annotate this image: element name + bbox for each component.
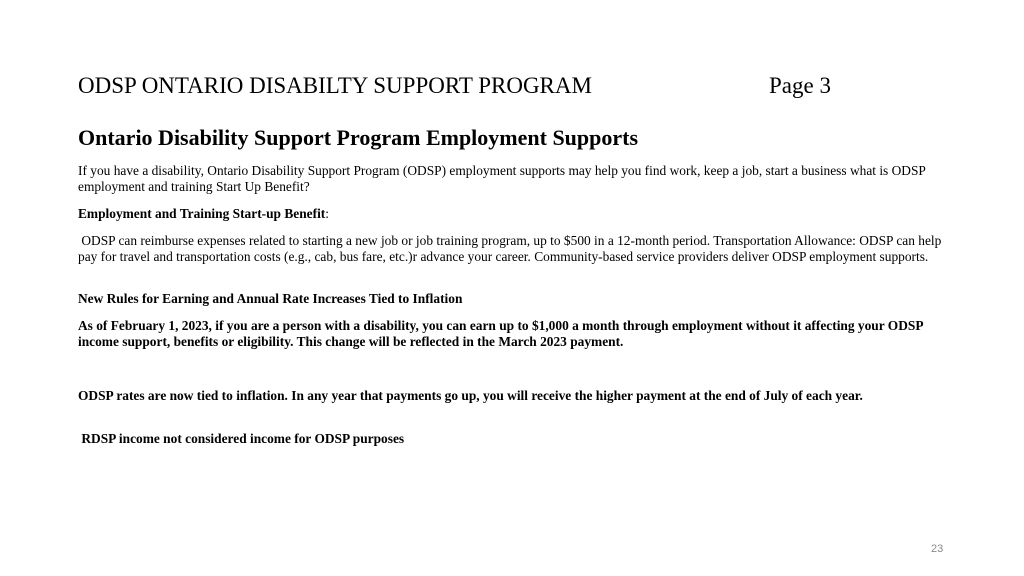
rdsp-note: RDSP income not considered income for ODSP purposes [78,431,405,446]
slide-number: 23 [931,543,944,555]
startup-heading: Employment and Training Start-up Benefit [78,206,326,221]
page-label: Page 3 [769,73,831,98]
inflation-rule-paragraph: ODSP rates are now tied to inflation. In any year that payments go up, you will receive the higher payment at the end of July of each year. [78,388,863,403]
intro-paragraph: If you have a disability, Ontario Disability Support Program (ODSP) employment supports may help you find work, keep a job, start a business what is ODSP employment and training Start Up Benefit? [78,163,926,194]
rules-heading: New Rules for Earning and Annual Rate Increases Tied to Inflation [78,291,463,306]
startup-heading-line [78,206,958,222]
earnings-rule-paragraph: As of February 1, 2023, if you are a person with a disability, you can earn up to $1,000 a month through employment without it affecting your ODSP income support, benefits or eligibility. This change will be reflected in the March 2023 payment. [78,318,923,349]
slide-title: Ontario Disability Support Program Employment Supports [78,125,639,150]
startup-heading-colon: : [325,206,329,221]
program-title: ODSP ONTARIO DISABILTY SUPPORT PROGRAM [78,73,592,98]
startup-paragraph: ODSP can reimburse expenses related to starting a new job or job training program, up to $500 in a 12-month period. Transportation Allowance: ODSP can help pay for travel and transportation costs (e.g., cab, bus fare, etc.)r advance your career. Community-based service providers deliver ODSP employment supports. [78,233,945,264]
